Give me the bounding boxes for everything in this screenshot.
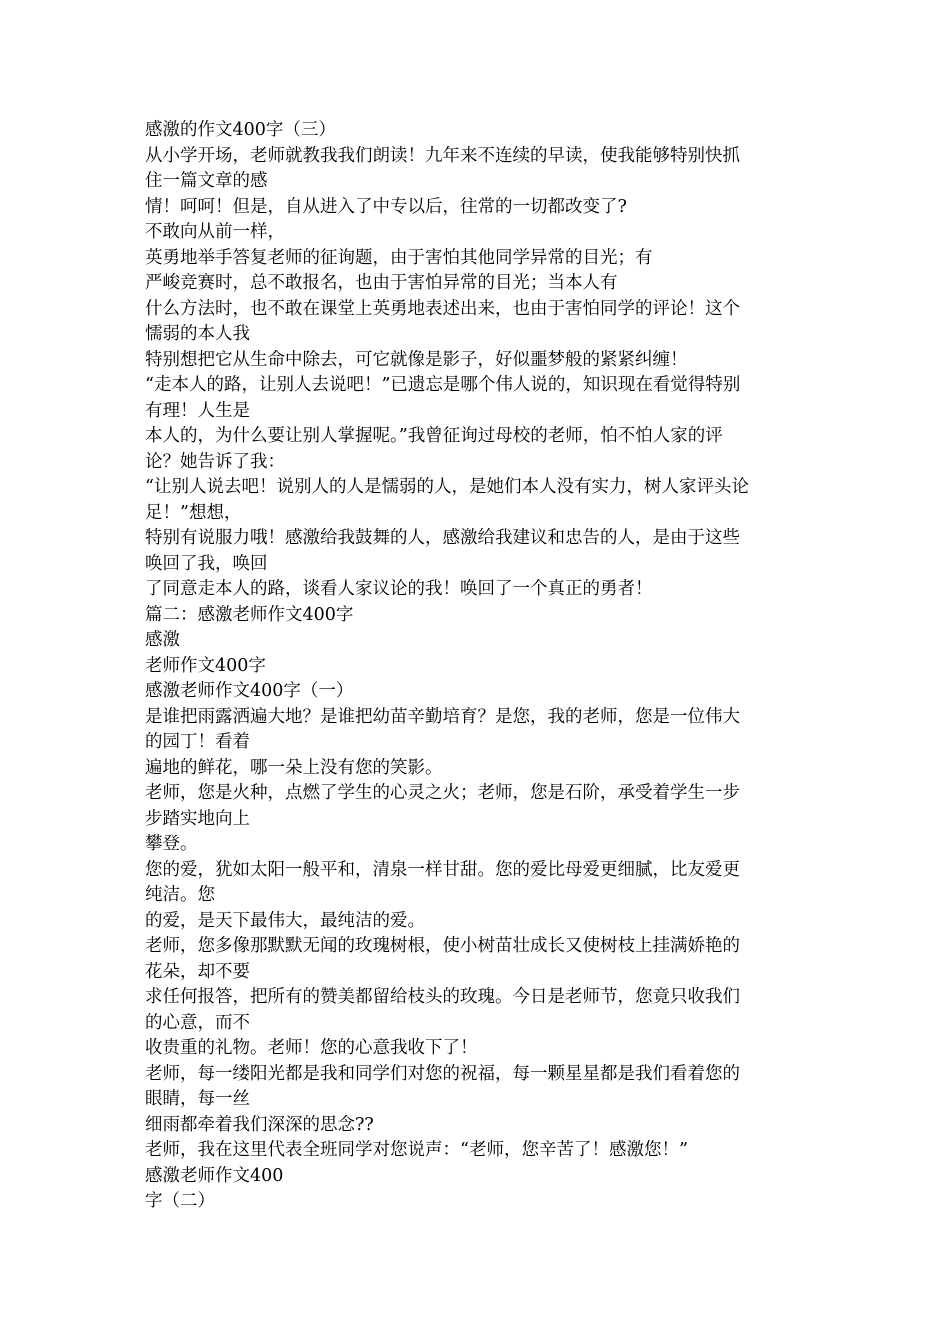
text-line: 什么方法时，也不敢在课堂上英勇地表述出来，也由于害怕同学的评论！这个 <box>145 298 740 319</box>
text-line: 遍地的鲜花，哪一朵上没有您的笑影。 <box>145 757 443 778</box>
document-page <box>145 118 810 1215</box>
text-line: 您的爱，犹如太阳一般平和，清泉一样甘甜。您的爱比母爱更细腻，比友爱更 <box>145 859 740 880</box>
text-line: 本人的，为什么要让别人掌握呢。”我曾征询过母校的老师，怕不怕人家的评 <box>145 426 723 446</box>
text-line: 特别有说服力哦！感激给我鼓舞的人，感激给我建议和忠告的人，是由于这些 <box>145 528 740 548</box>
text-line: 足！”想想， <box>145 502 242 523</box>
text-line: 老师，您多像那默默无闻的玫瑰树根，使小树苗壮成长又使树枝上挂满娇艳的 <box>145 936 740 956</box>
text-line: “走本人的路，让别人去说吧！”已遗忘是哪个伟人说的，知识现在看觉得特别 <box>145 375 741 395</box>
text-line: 攀登。 <box>145 834 198 854</box>
text-line: 眼睛，每一丝 <box>145 1089 250 1109</box>
text-line: 的园丁！看着 <box>145 732 250 752</box>
text-line: 严峻竞赛时，总不敢报名，也由于害怕异常的目光；当本人有 <box>145 273 618 293</box>
text-line: 特别想把它从生命中除去，可它就像是影子，好似噩梦般的紧紧纠缠！ <box>145 349 688 370</box>
text-line: 字（二） <box>145 1191 215 1211</box>
text-line: 感激老师作文400字（一） <box>145 681 354 701</box>
text-line: 的心意，而不 <box>145 1012 250 1033</box>
text-line: 细雨都牵着我们深深的思念?? <box>145 1114 374 1135</box>
text-line: 纯洁。您 <box>145 885 215 905</box>
text-line: 老师，我在这里代表全班同学对您说声：“老师，您辛苦了！感激您！” <box>145 1140 688 1160</box>
text-line: 唤回了我，唤回 <box>145 553 268 574</box>
text-line: 步踏实地向上 <box>145 808 250 829</box>
text-line: 花朵，却不要 <box>145 961 250 982</box>
text-line: 老师，每一缕阳光都是我和同学们对您的祝福，每一颗星星都是我们看着您的 <box>145 1063 740 1084</box>
text-line: “让别人说去吧！说别人的人是懦弱的人，是她们本人没有实力，树人家评头论 <box>145 477 749 497</box>
text-line: 不敢向从前一样， <box>145 222 285 242</box>
text-line: 老师，您是火种，点燃了学生的心灵之火；老师，您是石阶，承受着学生一步 <box>145 783 740 803</box>
text-line: 篇二：感激老师作文400字 <box>145 604 354 625</box>
text-line: 懦弱的本人我 <box>145 324 250 344</box>
text-line: 英勇地举手答复老师的征询题，由于害怕其他同学异常的目光；有 <box>145 247 653 268</box>
text-line: 论？她告诉了我： <box>145 451 285 472</box>
text-line: 求任何报答，把所有的赞美都留给枝头的玫瑰。今日是老师节，您竟只收我们 <box>145 987 740 1007</box>
text-line: 感激的作文400字（三） <box>145 120 336 140</box>
text-line: 的爱，是天下最伟大，最纯洁的爱。 <box>145 910 425 931</box>
text-line: 是谁把雨露洒遍大地？是谁把幼苗辛勤培育？是您，我的老师，您是一位伟大 <box>145 706 740 727</box>
text-line: 住一篇文章的感 <box>145 171 268 191</box>
text-line: 了同意走本人的路，谈看人家议论的我！唤回了一个真正的勇者！ <box>145 579 653 599</box>
text-line: 从小学开场，老师就教我我们朗读！九年来不连续的早读，使我能够特别快抓 <box>145 145 740 166</box>
text-line: 感激老师作文400 <box>145 1165 284 1186</box>
text-line: 老师作文400字 <box>145 655 266 676</box>
text-line: 情！呵呵！但是，自从进入了中专以后，往常的一切都改变了? <box>145 196 627 217</box>
text-line: 收贵重的礼物。老师！您的心意我收下了！ <box>145 1038 478 1058</box>
text-line: 有理！人生是 <box>145 400 250 421</box>
text-line: 感激 <box>145 630 180 650</box>
